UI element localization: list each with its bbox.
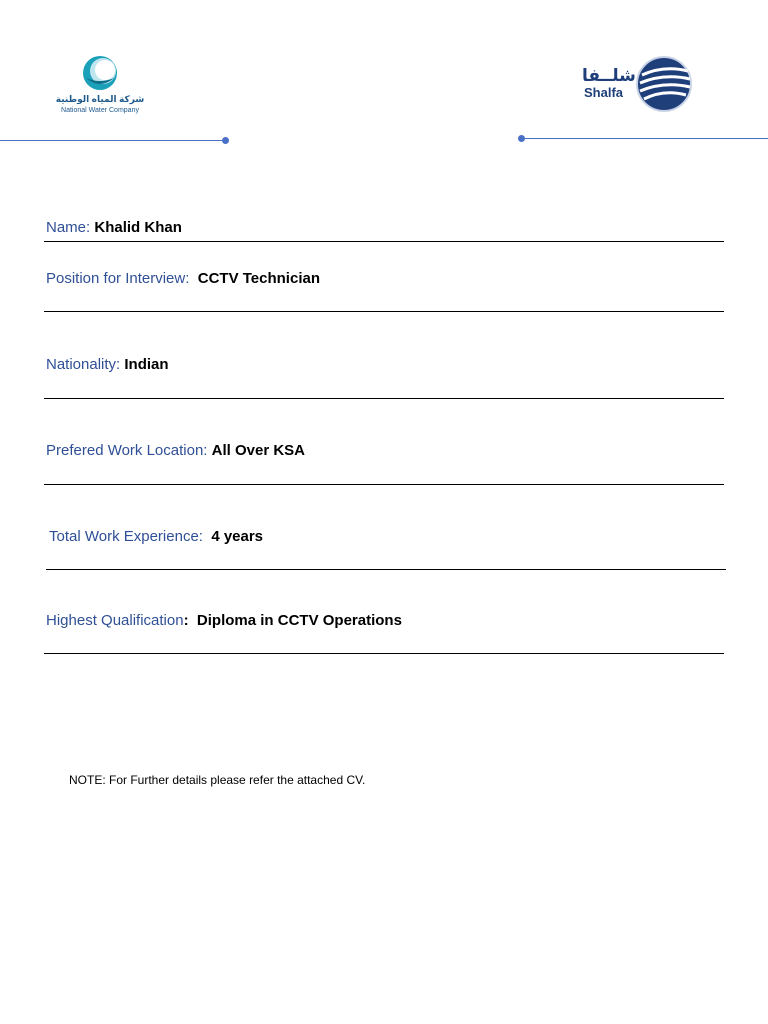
shalfa-arabic-name: شلــفا <box>582 66 636 85</box>
location-value: All Over KSA <box>211 442 306 459</box>
qualification-field <box>46 612 402 629</box>
qualification-underline <box>44 653 724 654</box>
shalfa-english-name: Shalfa <box>584 85 624 100</box>
header-divider-dot-left <box>222 137 229 144</box>
water-drop-icon <box>80 54 120 92</box>
nationality-value: Indian <box>124 356 169 373</box>
header-divider-right <box>522 138 768 139</box>
experience-label: Total Work Experience: <box>49 528 203 545</box>
qualification-value: Diploma in CCTV Operations <box>196 612 402 629</box>
shalfa-logo <box>580 52 700 116</box>
nationality-label: Nationality: <box>46 356 121 373</box>
name-label: Name: <box>46 219 91 236</box>
nationality-field <box>46 356 169 373</box>
logo-english-name: National Water Company <box>61 107 139 114</box>
national-water-company-logo <box>50 54 150 120</box>
experience-underline <box>46 569 726 570</box>
name-value: Khalid Khan <box>94 219 182 236</box>
location-field <box>46 442 305 459</box>
name-field <box>46 219 182 236</box>
logo-arabic-name: شركة المياه الوطنية <box>55 94 145 104</box>
shalfa-emblem-icon <box>634 55 694 113</box>
name-underline <box>44 241 724 242</box>
position-underline <box>44 311 724 312</box>
experience-field <box>49 528 263 545</box>
position-label: Position for Interview: <box>46 270 190 287</box>
location-underline <box>44 484 724 485</box>
position-value: CCTV Technician <box>197 270 320 287</box>
qualification-colon: : <box>183 612 189 629</box>
position-field <box>46 270 320 287</box>
nationality-underline <box>44 398 724 399</box>
header-divider-left <box>0 140 224 141</box>
cv-note: NOTE: For Further details please refer the attached CV. <box>69 773 366 787</box>
location-label: Prefered Work Location: <box>46 442 208 459</box>
qualification-label: Highest Qualification <box>46 612 184 629</box>
experience-value: 4 years <box>211 528 264 545</box>
